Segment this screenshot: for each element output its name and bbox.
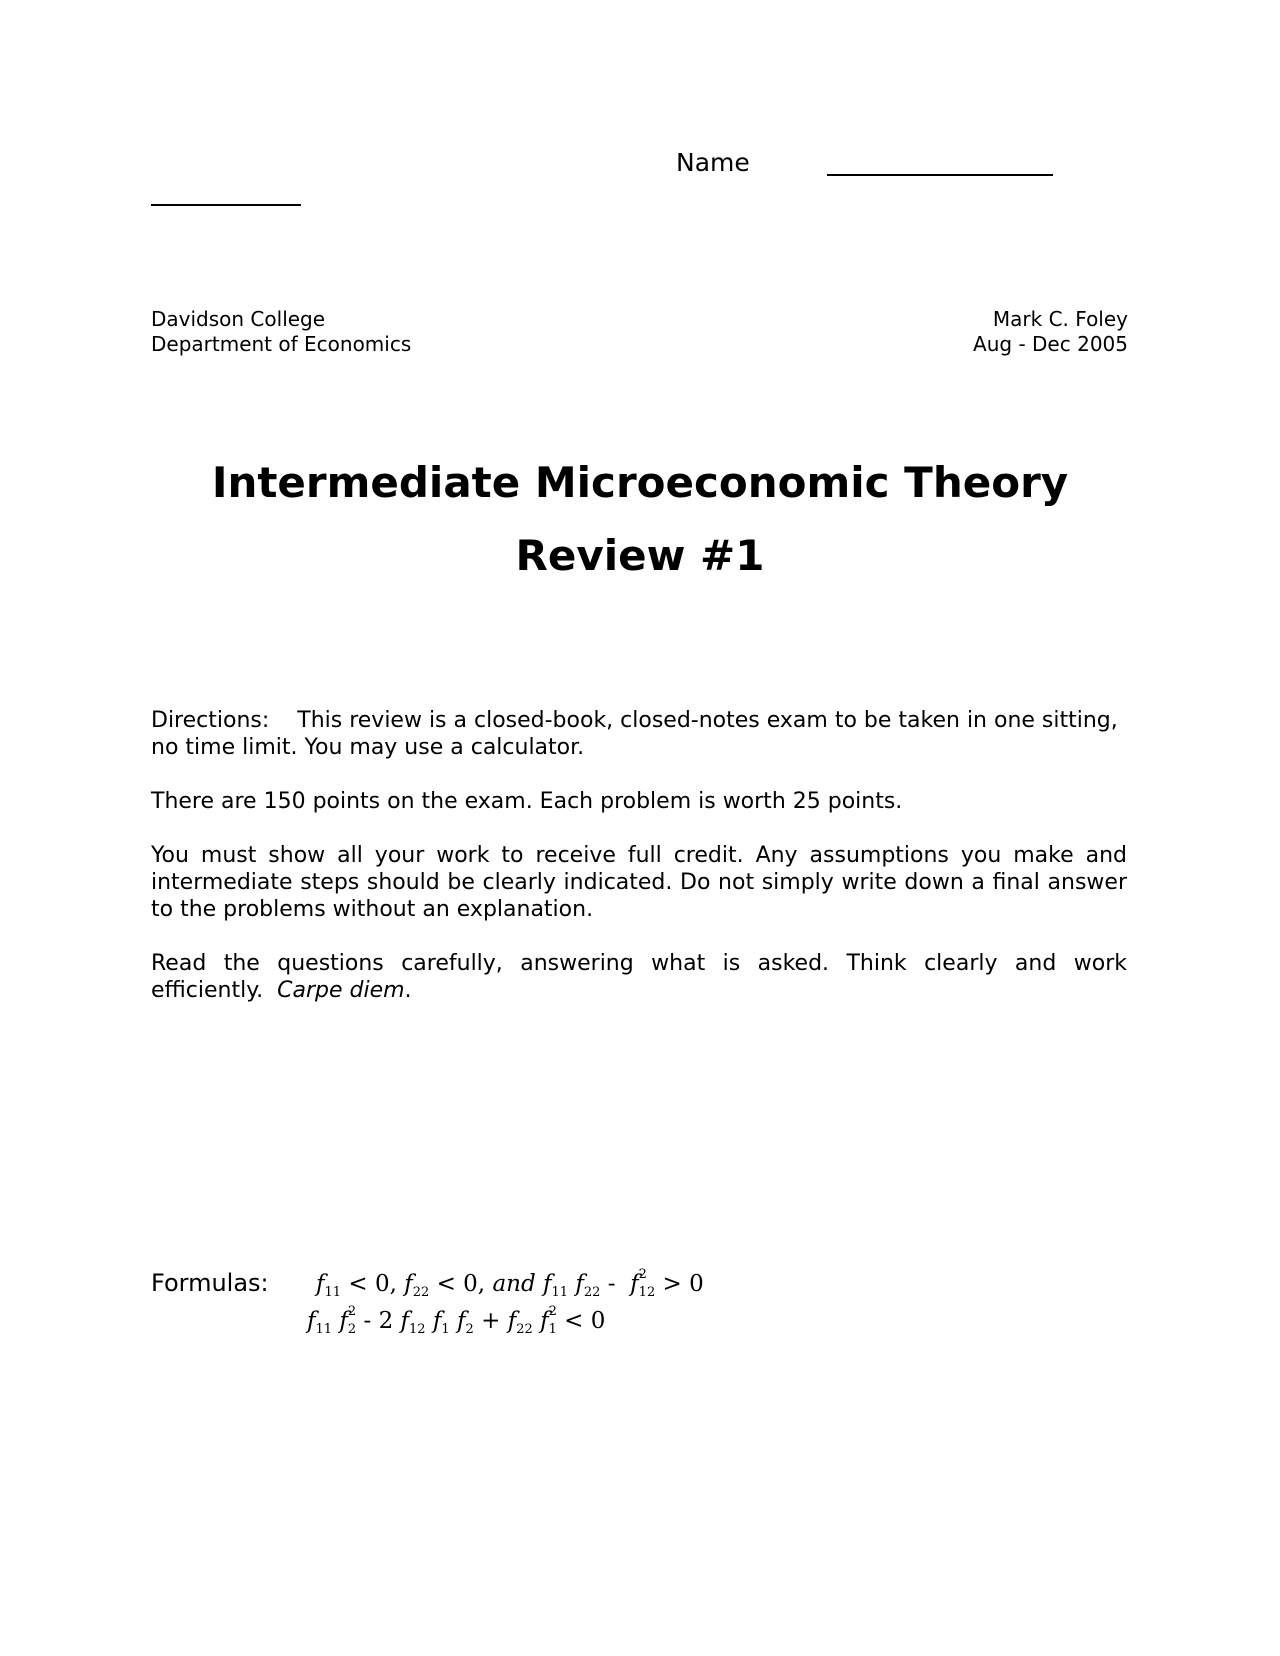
review-title: Review #1 bbox=[515, 531, 765, 580]
header-left bbox=[151, 307, 411, 357]
college-name: Davidson College bbox=[151, 307, 326, 331]
carpe-diem: Carpe diem bbox=[277, 978, 405, 1003]
instructor-name: Mark C. Foley bbox=[992, 307, 1128, 331]
read-carefully-text: Read the questions carefully, answering what is asked. Think clearly and work efficiently. bbox=[151, 951, 1127, 1003]
directions-text: This review is a closed-book, closed-notes exam to be taken in one sitting, no time limit. You may use a calculator. bbox=[151, 708, 1118, 760]
department-name: Department of Economics bbox=[151, 332, 412, 356]
directions-label: Directions: bbox=[151, 708, 270, 733]
formulas-label: Formulas: bbox=[151, 1269, 269, 1297]
read-carefully-end: . bbox=[404, 978, 412, 1003]
name-label: Name bbox=[676, 148, 750, 177]
term-dates: Aug - Dec 2005 bbox=[973, 332, 1128, 356]
name-blank-line bbox=[827, 174, 1053, 176]
show-work-paragraph: You must show all your work to receive full credit. Any assumptions you make and intermediate steps should be clearly indicated. Do not simply write down a final answer to the problems without an explanation. bbox=[151, 843, 1127, 922]
header-right bbox=[973, 307, 1128, 357]
name-blank-line-continued bbox=[151, 204, 301, 206]
course-title: Intermediate Microeconomic Theory bbox=[211, 458, 1069, 507]
directions-paragraph bbox=[151, 707, 1127, 761]
formula-line-2: $f_{11}$ f 2 2 - 2 $f_{12}$ $f_1$ $f_2 + f_{22}$ f 2 1 < 0 bbox=[307, 1304, 606, 1337]
formula-line-1: $f_{11} < 0$, $f_{22} < 0$, and $f_{11}$ $f_{22}$ - f 2 12 > 0 bbox=[316, 1267, 704, 1300]
points-paragraph: There are 150 points on the exam. Each problem is worth 25 points. bbox=[151, 789, 903, 814]
read-carefully-paragraph bbox=[151, 950, 1127, 1004]
